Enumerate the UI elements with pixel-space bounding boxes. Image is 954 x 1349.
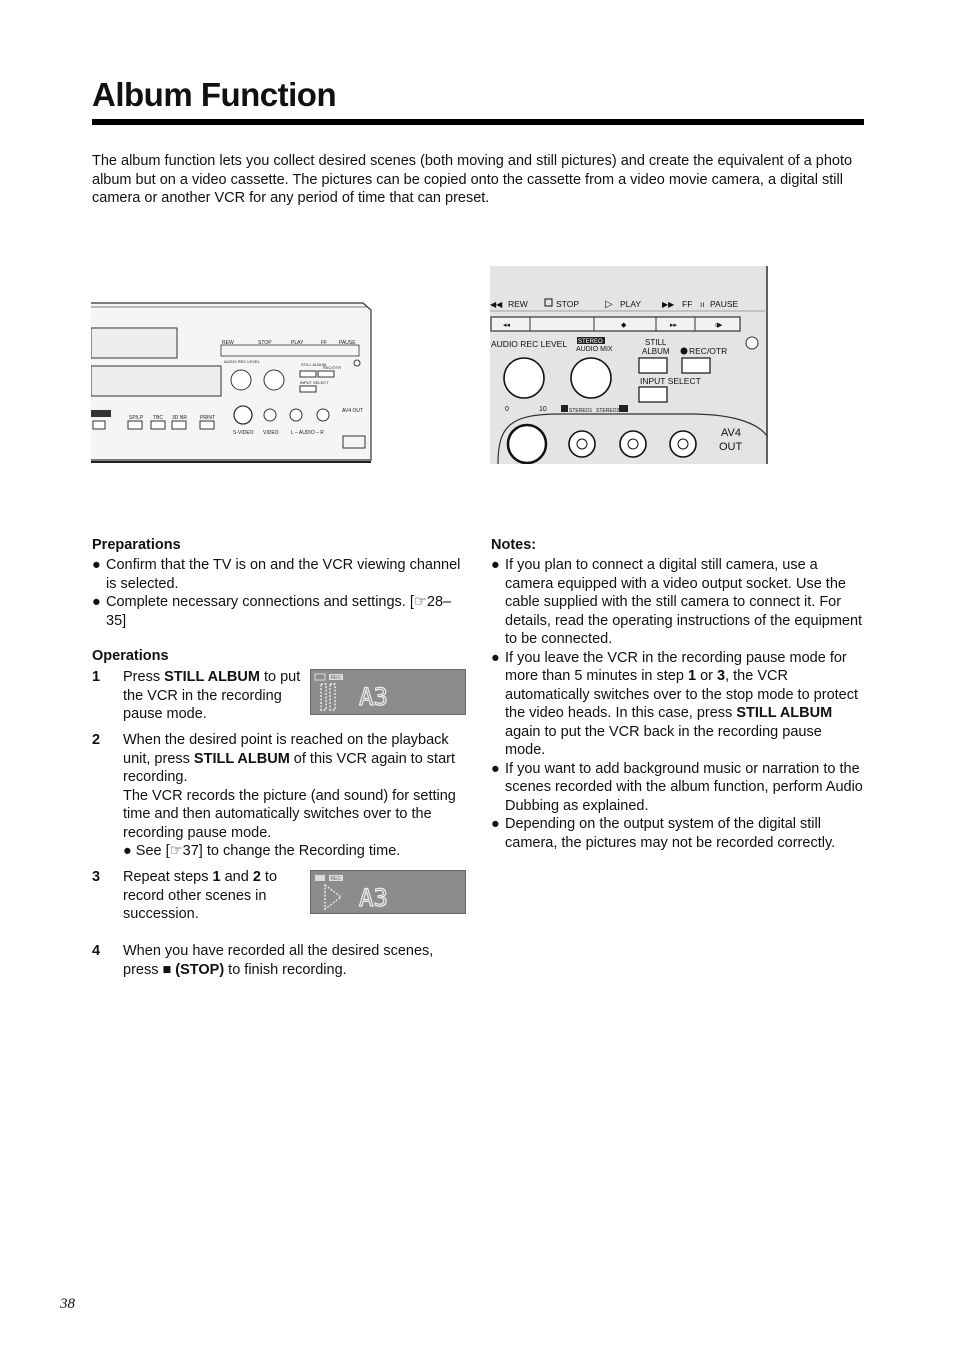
small-av-label: AV4 OUT <box>342 408 364 414</box>
small-audio-rec-label: AUDIO REC LEVEL <box>224 359 260 364</box>
lcd-play-indicator-icon <box>311 871 465 913</box>
small-audio-jack-label: L – AUDIO – R <box>291 430 324 436</box>
small-3dnr-label: 3D NR <box>172 415 188 421</box>
small-print-label: PRINT <box>200 415 215 421</box>
svg-text:▶▶: ▶▶ <box>662 300 675 309</box>
svg-text:◀◀: ◀◀ <box>490 300 503 309</box>
svg-text:◂◂: ◂◂ <box>503 322 511 329</box>
list-item: ● If you want to add background music or narration to the scenes recorded with the album function, perform Audio Dubbing as explained. <box>491 760 863 814</box>
svg-text:ıı: ıı <box>700 300 705 309</box>
small-splp-label: SP/LP <box>129 415 144 421</box>
vcr-panel-closeup-illustration <box>490 266 772 464</box>
vcr-front-panel-illustration <box>91 300 373 465</box>
small-stop-label: STOP <box>258 340 272 346</box>
list-item: ● Depending on the output system of the digital still camera, the pictures may not be recorded correctly. <box>491 816 836 851</box>
preparations-heading: Preparations <box>92 537 181 553</box>
large-scale-10-label: 10 <box>539 406 547 413</box>
large-scale-0-label: 0 <box>505 406 509 413</box>
small-video-label: VIDEO <box>263 430 279 436</box>
small-play-label: PLAY <box>291 340 304 346</box>
large-out-label: OUT <box>719 441 743 453</box>
small-ff-label: FF <box>321 340 328 346</box>
large-audio-rec-label: AUDIO REC LEVEL <box>491 339 568 349</box>
list-item: ● Confirm that the TV is on and the VCR viewing channel is selected. <box>92 557 461 592</box>
small-svideo-label: S-VIDEO <box>233 430 254 436</box>
list-item: ● If you plan to connect a digital still camera, use a camera equipped with a video output socket. Use the cable supplied with the still camera to connect it. For details, read the operating instructions of the equipment to be connected. <box>491 557 863 647</box>
lcd-pause-indicator-icon <box>311 670 465 714</box>
operations-heading: Operations <box>92 648 169 664</box>
small-still-album-label: STILL ALBUM <box>301 362 327 367</box>
large-rec-otr-label: REC/OTR <box>689 346 728 356</box>
large-play-label: PLAY <box>620 299 642 309</box>
svg-text:◆: ◆ <box>621 322 627 329</box>
large-stop-label: STOP <box>556 299 579 309</box>
lcd-display-step3 <box>310 870 466 914</box>
notes-heading: Notes: <box>491 537 537 553</box>
large-stereo-label: STEREO <box>578 339 603 345</box>
large-album-label: ALBUM <box>642 347 670 356</box>
lcd-display-step1 <box>310 669 466 715</box>
lcd1-rec-label: REC <box>330 675 342 681</box>
small-pause-label: PAUSE <box>339 340 356 346</box>
large-stereo1-label: STEREO1 <box>569 408 593 414</box>
intro-paragraph: The album function lets you collect desired scenes (both moving and still pictures) and create the equivalent of a photo album but on a video cassette. The pictures can be copied onto the cassette from a video movie camera, a digital still camera or another VCR for any period of time that can preset. <box>92 153 853 206</box>
small-rew-label: REW <box>222 340 234 346</box>
small-rec-otr-label: REC/OTR <box>323 365 341 370</box>
page-title: Album Function <box>92 76 337 113</box>
large-av4-label: AV4 <box>721 427 741 439</box>
large-pause-label: PAUSE <box>710 299 739 309</box>
lcd2-rec-label: REC <box>330 876 342 882</box>
preparations-list <box>92 556 462 630</box>
operation-step-3: 3 Repeat steps 1 and 2 to record other scenes in succession. <box>92 869 278 922</box>
large-still-label: STILL <box>645 338 667 347</box>
svg-text:▸▸: ▸▸ <box>670 322 678 329</box>
operation-step-4: 4 When you have recorded all the desired scenes, press ■ (STOP) to finish recording. <box>92 943 434 978</box>
page-number: 38 <box>60 1296 75 1312</box>
list-item: ● Complete necessary connections and settings. [☞28–35] <box>92 594 452 629</box>
notes-list <box>491 556 863 852</box>
svg-text:ı▶: ı▶ <box>715 322 723 329</box>
small-input-select-label: INPUT SELECT <box>300 380 329 385</box>
lcd2-text: A3 <box>359 884 388 912</box>
large-input-select-label: INPUT SELECT <box>640 376 701 386</box>
list-item: ● If you leave the VCR in the recording pause mode for more than 5 minutes in step 1 or 3, the VCR automatically switches over to the stop mode to protect the video heads. In this case, press STILL ALBUM again to put the VCR back in the recording pause mode. <box>491 649 859 758</box>
operation-step-2: 2 When the desired point is reached on the playback unit, press STILL ALBUM of this VCR again to start recording. The VCR records the picture (and sound) for setting time and then automatically switches over to the recording pause mode. ● See [☞37] to change the Recording time. <box>92 732 456 859</box>
operation-step-1: 1 Press STILL ALBUM to put the VCR in the recording pause mode. <box>92 669 301 722</box>
large-ff-label: FF <box>682 299 693 309</box>
small-tbc-label: TBC <box>153 415 163 421</box>
large-audio-mix-label: AUDIO MIX <box>576 346 613 353</box>
title-rule <box>92 119 864 125</box>
svg-text:▷: ▷ <box>605 299 613 310</box>
large-rew-label: REW <box>508 299 528 309</box>
large-stereo2-label: STEREO2 <box>596 408 620 414</box>
lcd1-text: A3 <box>359 683 388 711</box>
